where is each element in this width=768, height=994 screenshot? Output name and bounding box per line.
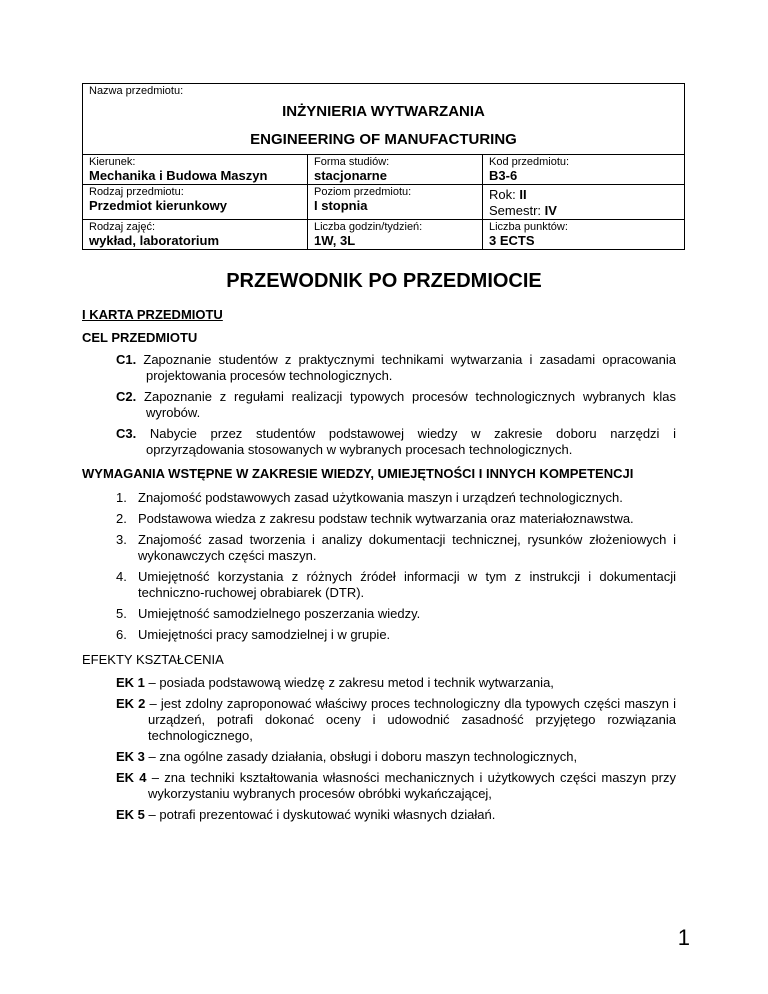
section-karta-heading: I KARTA PRZEDMIOTU [82, 307, 223, 322]
rok-line [489, 185, 678, 203]
requirement-number: 5. [116, 606, 127, 621]
poziom-cell [308, 185, 483, 220]
effect-text: – posiada podstawową wiedzę z zakresu metod i technik wytwarzania, [148, 675, 554, 690]
semestr-label: Semestr: [489, 203, 542, 218]
effect-code: EK 1 [116, 675, 145, 690]
requirement-text: Umiejętności pracy samodzielnej i w grupie. [138, 627, 391, 642]
course-name-cell [83, 84, 685, 155]
goal-text: Zapoznanie studentów z praktycznymi technikami wytwarzania i zasadami opracowania projektowania procesów technologicznych. [143, 352, 676, 383]
rodzaj-zajec-cell [83, 220, 308, 250]
rodzaj-zajec-label: Rodzaj zajęć: [89, 221, 156, 233]
effect-code: EK 4 [116, 770, 147, 785]
punkty-label: Liczba punktów: [489, 221, 568, 233]
section-efekty-heading: EFEKTY KSZTAŁCENIA [82, 652, 224, 667]
kierunek-label: Kierunek: [89, 156, 136, 168]
effect-item [116, 675, 676, 691]
course-name-label: Nazwa przedmiotu: [89, 85, 184, 97]
effect-code: EK 2 [116, 696, 146, 711]
punkty-cell [483, 220, 685, 250]
kod-cell [483, 155, 685, 185]
kod-label: Kod przedmiotu: [489, 156, 570, 168]
effect-text: – jest zdolny zaproponować właściwy proces technologiczny dla typowych części maszyn i urządzeń, potrafi dokonać oceny i udowodnić zasadność przyjętego rozwiązania technologicznego, [148, 696, 676, 743]
rodzaj-przedmiotu-cell [83, 185, 308, 220]
main-title: PRZEWODNIK PO PRZEDMIOCIE [226, 270, 542, 292]
rok-value: II [519, 187, 527, 202]
requirement-item [116, 606, 676, 622]
course-title-en: ENGINEERING OF MANUFACTURING [250, 131, 517, 148]
effect-text: – zna ogólne zasady działania, obsługi i doboru maszyn technologicznych, [148, 749, 578, 764]
effect-code: EK 3 [116, 749, 145, 764]
requirement-number: 1. [116, 490, 127, 505]
requirement-item [116, 569, 676, 601]
goal-item [116, 389, 676, 421]
requirement-text: Znajomość zasad tworzenia i analizy dokumentacji technicznej, rysunków złożeniowych i wykonawczych części maszyn. [138, 532, 676, 563]
punkty-value: 3 ECTS [489, 233, 535, 248]
goal-item [116, 426, 676, 458]
goal-text: Zapoznanie z regułami realizacji typowych procesów technologicznych wybranych klas wyrobów. [144, 389, 676, 420]
requirement-number: 2. [116, 511, 127, 526]
section-cel-heading: CEL PRZEDMIOTU [82, 330, 198, 345]
kod-value: B3-6 [489, 168, 518, 183]
requirement-item [116, 627, 676, 643]
requirement-text: Podstawowa wiedza z zakresu podstaw technik wytwarzania oraz materiałoznawstwa. [138, 511, 634, 526]
requirement-text: Umiejętność korzystania z różnych źródeł informacji w tym z instrukcji i dokumentacji techniczno-ruchowej obrabiarek (DTR). [138, 569, 676, 600]
rodzaj-przedmiotu-label: Rodzaj przedmiotu: [89, 186, 184, 198]
requirement-text: Umiejętność samodzielnego poszerzania wiedzy. [138, 606, 421, 621]
godziny-cell [308, 220, 483, 250]
requirements-list [116, 490, 676, 648]
effect-item [116, 807, 676, 823]
effects-list [116, 675, 676, 828]
effect-item [116, 770, 676, 802]
effect-text: – zna techniki kształtowania własności mechanicznych i użytkowych części maszyn przy wykorzystaniu wybranych procesów obróbki wykańczającej, [148, 770, 676, 801]
effect-text: – potrafi prezentować i dyskutować wyniki własnych działań. [148, 807, 496, 822]
page-number: 1 [677, 925, 690, 950]
goal-item [116, 352, 676, 384]
kierunek-value: Mechanika i Budowa Maszyn [89, 168, 268, 183]
course-title-pl: INŻYNIERIA WYTWARZANIA [282, 103, 485, 120]
requirement-item [116, 511, 676, 527]
requirement-number: 3. [116, 532, 127, 547]
goal-code: C3. [116, 426, 137, 441]
section-wymagania-heading: WYMAGANIA WSTĘPNE W ZAKRESIE WIEDZY, UMIEJĘTNOŚCI I INNYCH KOMPETENCJI [82, 466, 634, 481]
godziny-value: 1W, 3L [314, 233, 356, 248]
requirement-item [116, 490, 676, 506]
effect-item [116, 749, 676, 765]
goals-list [116, 352, 676, 463]
poziom-value: I stopnia [314, 198, 368, 213]
requirement-number: 6. [116, 627, 127, 642]
forma-label: Forma studiów: [314, 156, 390, 168]
rodzaj-zajec-value: wykład, laboratorium [89, 233, 220, 248]
goal-code: C2. [116, 389, 137, 404]
course-info-table [82, 83, 685, 250]
requirement-item [116, 532, 676, 564]
goal-text: Nabycie przez studentów podstawowej wiedzy w zakresie doboru narzędzi i oprzyrządowania stosowanych w wybranych procesach technologicznych. [146, 426, 676, 457]
requirement-text: Znajomość podstawowych zasad użytkowania maszyn i urządzeń technologicznych. [138, 490, 623, 505]
forma-cell [308, 155, 483, 185]
forma-value: stacjonarne [314, 168, 387, 183]
rok-semestr-cell [483, 185, 685, 220]
goal-code: C1. [116, 352, 137, 367]
godziny-label: Liczba godzin/tydzień: [314, 221, 423, 233]
effect-code: EK 5 [116, 807, 145, 822]
effect-item [116, 696, 676, 744]
requirement-number: 4. [116, 569, 127, 584]
semestr-value: IV [544, 203, 557, 218]
rok-label: Rok: [489, 187, 516, 202]
rodzaj-przedmiotu-value: Przedmiot kierunkowy [89, 198, 227, 213]
kierunek-cell [83, 155, 308, 185]
semestr-line [489, 203, 678, 219]
poziom-label: Poziom przedmiotu: [314, 186, 412, 198]
